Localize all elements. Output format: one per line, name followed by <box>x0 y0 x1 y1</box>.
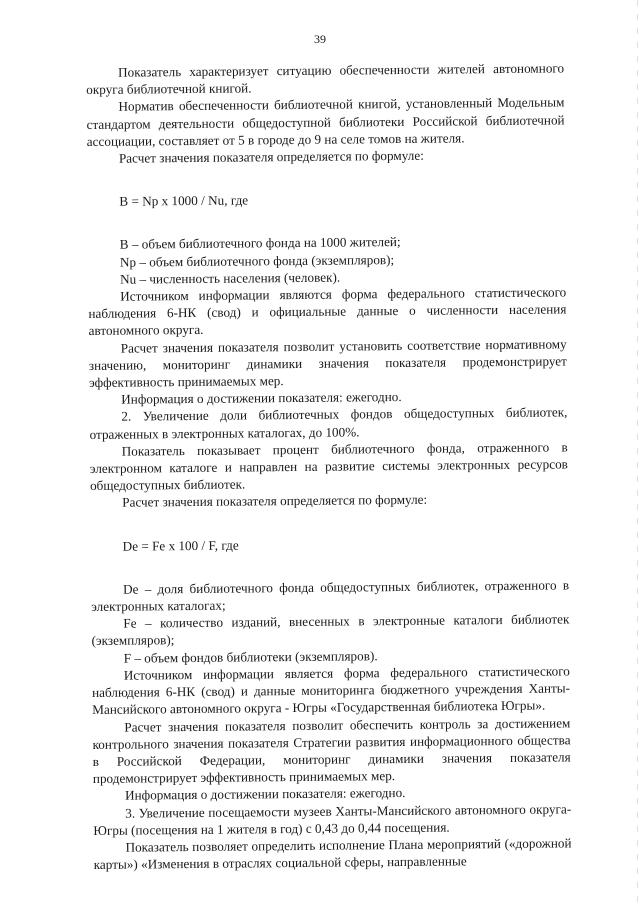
paragraph: Расчет значения показателя позволит установить соответствие нормативному значению, мониторинг динамики значения показателя продемонстрирует эффективность принимаемых мер. <box>88 336 567 391</box>
paragraph: Расчет значения показателя определяется по формуле: <box>122 492 428 511</box>
definition-item: De – доля библиотечного фонда общедоступных библиотек, отраженного в электронных каталогах; <box>91 577 570 615</box>
formula: B = Np x 1000 / Nu, где <box>119 192 249 209</box>
paragraph: Показатель показывает процент библиотечного фонда, отраженного в электронном каталоге и направлен на развитие системы электронных ресурсов общедоступных библиотек. <box>89 439 568 494</box>
definition-item: Np – объем библиотечного фонда (экземпляров); <box>119 251 395 270</box>
definition-item: Nu – численность населения (человек). <box>119 269 341 287</box>
paragraph: Расчет значения показателя позволит обеспечить контроль за достижением контрольного значения показателя Стратегии развития информационного общества в Российской Федерации, мониторинг динамики значения показателя продемонстрирует эффективность принимаемых мер. <box>92 714 571 787</box>
paragraph: Показатель характеризует ситуацию обеспеченности жителей автономного округа библиотечной книгой. <box>86 60 565 98</box>
paragraph: Источником информации являются форма федерального статистического наблюдения 6-НК (свод) и официальные данные о численности населения автономного округа. <box>88 284 567 339</box>
paragraph: Источником информации является форма федерального статистического наблюдения 6-НК (свод) и данные мониторинга бюджетного учреждения Ханты-Мансийского автономного округа - Югры «Государственная библиотека Югры». <box>91 663 571 718</box>
definition-item: Fe – количество изданий, внесенных в электронные каталоги библиотек (экземпляров); <box>91 611 570 649</box>
paragraph: Информация о достижении показателя: ежегодно. <box>124 785 406 803</box>
paragraph: Показатель позволяет определить исполнение Плана мероприятий («дорожной карты») «Изменения в отраслях социальной сферы, направленные <box>93 835 572 873</box>
paragraph: Информация о достижении показателя: ежегодно. <box>121 389 402 407</box>
document-body <box>86 59 572 873</box>
formula: De = Fe x 100 / F, где <box>122 537 239 554</box>
definition-item: F – объем фондов библиотеки (экземпляров). <box>123 647 378 666</box>
definition-item: B – объем библиотечного фонда на 1000 жителей; <box>119 234 401 253</box>
section-heading: 2. Увеличение доли библиотечных фондов общедоступных библиотек, отраженных в электронных каталогах, до 100%. <box>89 404 568 442</box>
section-heading: 3. Увеличение посещаемости музеев Ханты-Мансийского автономного округа-Югры (посещения на 1 жителя в год) с 0,43 до 0,44 посещения. <box>93 800 572 838</box>
scan-edge-marks <box>637 0 638 905</box>
paragraph: Норматив обеспеченности библиотечной книгой, установленный Модельным стандартом деятельности общедоступной библиотеки Российской библиотечной ассоциации, составляет от 5 в городе до 9 на селе томов на жителя. <box>86 94 565 149</box>
page-number: 39 <box>314 32 326 46</box>
paragraph: Расчет значения показателя определяется по формуле: <box>118 147 424 166</box>
